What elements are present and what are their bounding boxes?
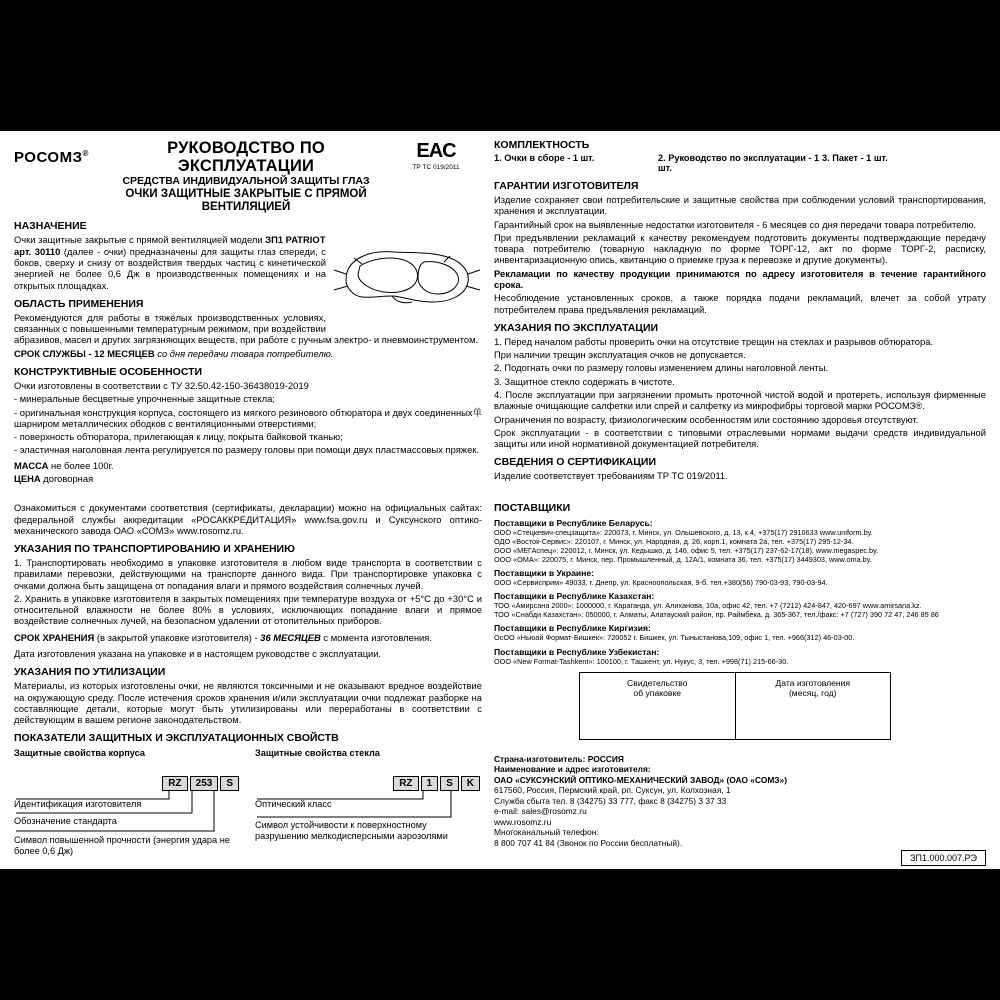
body-legend-1: Идентификация изготовителя	[14, 799, 142, 810]
manufacturer-line: e-mail: sales@rosomz.ru	[494, 806, 587, 817]
supplier-line: ООО «Стецкевич-спецзащита»: 220073, г. Минск, ул. Ольшевского, д. 13, к.4, +375(17) 2910633 www.uniform.by.	[494, 527, 873, 537]
warranty-title: ГАРАНТИИ ИЗГОТОВИТЕЛЯ	[494, 180, 639, 192]
service-life-label: СРОК СЛУЖБЫ - 12 МЕСЯЦЕВ	[14, 347, 155, 359]
manufacturer-line: 8 800 707 41 84 (Звонок по России бесплатный).	[494, 837, 683, 848]
storage-rest: с момента изготовления.	[323, 631, 432, 643]
service-life-value: со дня передачи товара потребителю.	[157, 347, 334, 359]
disposal-text: Материалы, из которых изготовлены очки, не являются токсичными и не оказывают вредное воздействие на окружающую среду. После истечения сроков хранения и/или эксплуатации очки подлежат разборке на составляющие детали, которые могут быть утилизированы или переработаны в соответствии с действующим в вашем регионе законодательством.	[14, 680, 482, 726]
body-code-s: S	[220, 776, 239, 791]
price-line	[14, 473, 482, 484]
marking-body-block	[14, 748, 241, 856]
manual-page	[0, 131, 1000, 869]
features-intro: Очки изготовлены в соответствии с ТУ 32.50.42-150-36438019-2019	[14, 379, 309, 391]
marking-body-title: Защитные свойства корпуса	[14, 748, 145, 759]
warranty-para: При предъявлении рекламаций к качеству рекомендуем подготовить документы подтверждающие передачу товара потребителю (товарную накладную по форме ТОРГ-12, акт по форме ТОРГ-2, расписку, инвентаризационную опись, квитанцию о приемке груза к перевозке и другие документы).	[494, 231, 986, 266]
usage-item: 3. Защитное стекло содержать в чистоте.	[494, 375, 675, 387]
body-legend-3: Символ повышенной прочности (энергия удара не более 0,6 Дж)	[14, 835, 230, 856]
supplier-line: ТОО «Амирсана 2000»: 1000000, г. Караганда, ул. Алиханова, 10а, офис 42, тел. +7 (7212) 424-847, 420-697 www.amirsana.kz.	[494, 601, 922, 611]
transport-title: УКАЗАНИЯ ПО ТРАНСПОРТИРОВАНИЮ И ХРАНЕНИЮ	[14, 543, 295, 556]
purpose-text-2: (далее - очки) предназначены для защиты глаз спереди, с боков, сверху и снизу от воздействия твердых частиц с кинетической энергией не более 0,6 Дж в производственных помещениях и на открытых площадках.	[14, 245, 326, 291]
supplier-line: ООО «ОМА»: 220075, г. Минск, пер. Промышленный, д. 12А/1, комната 36, тел. +375(17) 3449303, www.oma.by.	[494, 554, 872, 564]
right-column	[494, 139, 986, 866]
application-text: Рекомендуются для работы в тяжёлых производственных условиях, связанных с повышенными температурным режимом, при воздействии абразивов, масел и других загрязняющих веществ, при работе с ручным электро- и пневмоинструментом.	[14, 311, 479, 346]
usage-title: УКАЗАНИЯ ПО ЭКСПЛУАТАЦИИ	[494, 321, 659, 334]
supplier-group	[494, 568, 986, 587]
suppliers-title: ПОСТАВЩИКИ	[494, 501, 571, 514]
lens-code-1: 1	[421, 776, 439, 791]
left-column	[14, 139, 494, 866]
document-titles	[102, 139, 390, 213]
service-life	[14, 348, 482, 359]
lens-legend-1: Оптический класс	[255, 799, 332, 810]
supplier-line: ОДО «Восток-Сервис»: 220107, г. Минск, ул. Народная, д. 26, корп.1, комната 2а, тел. +375(17) 295-12-34.	[494, 536, 854, 546]
page-title: РУКОВОДСТВО ПО ЭКСПЛУАТАЦИИ	[167, 139, 325, 176]
usage-item: 4. После эксплуатации при загрязнении промыть проточной чистой водой и протереть, используя фирменные влажные очищающие салфетки или спрей и салфетку из микрофибры торговой марки РОСОМЗ®.	[494, 388, 986, 412]
document-header	[14, 139, 482, 213]
supplier-country: Поставщики в Республике Казахстан:	[494, 591, 655, 602]
feature-item: - поверхность обтюратора, прилегающая к лицу, покрыта байковой тканью;	[14, 431, 343, 443]
supplier-line: ОсОО «Ньюай Формат-Бишкек»: 720052 г. Бишкек, ул. Тыныстанова,109, офис 1, тел. +966(312) 46-03-00.	[494, 633, 855, 643]
features-title: КОНСТРУКТИВНЫЕ ОСОБЕННОСТИ	[14, 365, 203, 378]
certification-text: Изделие соответствует требованиям ТР ТС 019/2011.	[494, 470, 728, 482]
body-legend-2: Обозначение стандарта	[14, 816, 117, 827]
feature-item: - оригинальная конструкция корпуса, состоящего из мягкого резинового обтюратора и двух соединенных单 шарниром металлических ободков с вентиляционными отверстиями;	[14, 406, 482, 429]
disposal-title: УКАЗАНИЯ ПО УТИЛИЗАЦИИ	[14, 666, 166, 679]
supplier-line: ООО «New Format-Tashkent»: 100100, г. Ташкент, ул. Нукус, 3, тел. +998(71) 215-66-30.	[494, 656, 789, 666]
mfg-date-note: Дата изготовления указана на упаковке и в настоящем руководстве с эксплуатации.	[14, 648, 382, 660]
storage-period: 36 МЕСЯЦЕВ	[260, 631, 321, 643]
manufacturer-line: Наименование и адрес изготовителя:	[494, 764, 651, 775]
supplier-country: Поставщики в Республике Киргизия:	[494, 623, 651, 634]
supplier-group	[494, 518, 986, 564]
page-subtitle: СРЕДСТВА ИНДИВИДУАЛЬНОЙ ЗАЩИТЫ ГЛАЗ	[122, 174, 370, 187]
application-title: ОБЛАСТЬ ПРИМЕНЕНИЯ	[14, 297, 144, 310]
goggles-illustration	[332, 236, 482, 322]
feature-item: - минеральные бесцветные упрочненные защитные стекла;	[14, 393, 275, 405]
price-label: ЦЕНА	[14, 472, 41, 484]
lens-code-s: S	[440, 776, 459, 791]
marking-title: ПОКАЗАТЕЛИ ЗАЩИТНЫХ И ЭКСПЛУАТАЦИОННЫХ СВОЙСТВ	[14, 732, 339, 745]
warranty-para: Несоблюдение установленных сроков, а также порядка подачи рекламаций, влечет за собой утрату потребителем права предъявления рекламаций.	[494, 292, 986, 315]
mass-line	[14, 460, 482, 471]
purpose-title: НАЗНАЧЕНИЕ	[14, 220, 87, 233]
purpose-text-1: Очки защитные закрытые с прямой вентиляцией модели	[14, 234, 266, 246]
marking-lens-title: Защитные свойства стекла	[255, 748, 380, 759]
manufacturer-block	[494, 754, 986, 849]
supplier-country: Поставщики в Украине:	[494, 568, 595, 579]
product-article: арт. 30110	[14, 245, 61, 257]
supplier-line: ТОО «Снабди Казахстан»: 050000, г. Алматы, Алатауский район, пр. Раймбека, д. 365-367, тел./факс: +7 (727) 390 72 47, 246 85 86	[494, 610, 939, 620]
usage-item: 1. Перед началом работы проверить очки на отсутствие трещин на стеклах и разрывов обтюратора.	[494, 335, 934, 347]
price-value: договорная	[43, 472, 94, 484]
warranty-para: Изделие сохраняет свои потребительские и защитные свойства при соблюдении условий транспортирования, хранения и эксплуатации.	[494, 194, 986, 217]
body-code-row	[14, 773, 241, 791]
manufacturer-line: Служба сбыта тел. 8 (34275) 33 777, факс 8 (34275) 3 37 33	[494, 795, 727, 806]
eac-regulation-text: ТР ТС 019/2011	[412, 164, 460, 171]
transport-item: 2. Хранить в упаковке изготовителя в закрытых помещениях при температуре воздуха от +5°С до +30°С и относительной влажности не более 80% в условиях, исключающих попадание влаги и прямое воздействие солнечных лучей, на безопасном удалении от отопительных приборов.	[14, 592, 482, 627]
conformity-docs-text: Ознакомиться с документами соответствия (сертификаты, декларации) можно на официальных сайтах: федеральной службы аккредитации «РОСАККРЕДИТАЦИЯ» www.fsa.gov.ru и Суксунского оптико-механического завода ОАО «СОМЗ» www.rosomz.ru.	[14, 502, 482, 536]
lens-code-k: K	[461, 776, 480, 791]
lens-legend-2: Символ устойчивости к поверхностному разрушению мелкодисперсными аэрозолями	[255, 820, 448, 842]
supplier-line: ООО «МЕГАспец»: 220012, г. Минск, ул. Кедышко, д. 146, офис 5, тел. +375(17) 237-62-17(18), www.megaspec.by.	[494, 545, 879, 555]
manufacturer-line: 617560, Россия, Пермский край, рп. Суксун, ул. Колхозная, 1	[494, 785, 731, 796]
kit-title: КОМПЛЕКТНОСТЬ	[494, 139, 590, 151]
brand-logo	[14, 139, 102, 166]
manufacturer-line: Страна-изготовитель: РОССИЯ	[494, 753, 624, 764]
manufacture-date-cell: Дата изготовления (месяц, год)	[775, 677, 851, 698]
usage-item: При наличии трещин эксплуатация очков не допускается.	[494, 349, 746, 361]
feature-item: - эластичная наголовная лента регулируется по размеру головы при помощи двух пластмассовых пряжек.	[14, 444, 480, 456]
storage-label: СРОК ХРАНЕНИЯ	[14, 631, 95, 643]
kit-item: 2. Руководство по эксплуатации - 1 шт.	[658, 153, 820, 173]
usage-tail: Срок эксплуатации - в соответствии с типовыми отраслевыми нормами выдачи средств индивидуальной защиты или иной нормативной документацией потребителя.	[494, 426, 986, 450]
supplier-line: ООО «Сервисприм» 49033, г. Днепр, ул. Красноопольская, 9-б. тел.+380(56) 790-03-93, 790-03-94.	[494, 578, 828, 588]
usage-item: 2. Подогнать очки по размеру головы изменением длины наголовной ленты.	[494, 362, 829, 374]
eac-icon: EAC	[416, 140, 456, 162]
storage-mid: (в закрытой упаковке изготовителя) -	[96, 631, 261, 643]
manufacturer-line: www.rosomz.ru	[494, 816, 552, 827]
certification-title: СВЕДЕНИЯ О СЕРТИФИКАЦИИ	[494, 456, 657, 469]
marking-section	[14, 748, 482, 856]
supplier-country: Поставщики в Республике Беларусь:	[494, 517, 653, 528]
body-code-rz: RZ	[162, 776, 187, 791]
supplier-group	[494, 591, 986, 619]
manufacturer-line: ОАО «СУКСУНСКИЙ ОПТИКО-МЕХАНИЧЕСКИЙ ЗАВОД» (ОАО «СОМЗ»)	[494, 774, 787, 785]
warranty-para: Гарантийный срок на выявленные недостатки изготовителя - 6 месяцев со дня передачи товара потребителю.	[494, 218, 977, 230]
manufacturer-line: Многоканальный телефон:	[494, 827, 599, 838]
page-subtitle-2: ОЧКИ ЗАЩИТНЫЕ ЗАКРЫТЫЕ С ПРЯМОЙ ВЕНТИЛЯЦИЕЙ	[125, 187, 367, 213]
supplier-group	[494, 647, 986, 666]
packing-certificate-table	[579, 672, 891, 740]
marking-lens-block	[255, 748, 482, 856]
kit-item: 1. Очки в сборе - 1 шт.	[494, 153, 595, 163]
brand-logo-text: РОСОМЗ	[14, 149, 83, 166]
page-columns	[14, 139, 986, 866]
body-code-253: 253	[190, 776, 219, 791]
lens-code-rz: RZ	[393, 776, 418, 791]
storage-line	[14, 632, 482, 643]
supplier-group	[494, 623, 986, 642]
packing-certificate-cell: Свидетельство об упаковке	[580, 673, 736, 739]
document-code: ЗП1.000.007.РЭ	[901, 850, 986, 866]
brand-logo-sup: ®	[82, 149, 89, 158]
supplier-country: Поставщики в Республике Узбекистан:	[494, 646, 660, 657]
mass-label: МАССА	[14, 459, 49, 471]
transport-item: 1. Транспортировать необходимо в упаковке изготовителя в любом виде транспорта в соответствии с правилами перевозки, действующими на транспорте данного вида. При транспортировке упаковка с очками должна быть защищена от попадания влаги и прямого воздействия солнечных лучей.	[14, 557, 482, 591]
eac-mark-block	[390, 139, 482, 171]
lens-code-row	[255, 773, 482, 791]
product-model: ЗП1 PATRIOT	[265, 234, 326, 246]
mass-value: не более 100г.	[51, 459, 114, 471]
kit-items	[494, 153, 986, 173]
usage-tail: Ограничения по возрасту, физиологическим особенностям или состоянию здоровья отсутствуют.	[494, 413, 919, 425]
kit-item: 3. Пакет - 1 шт.	[822, 153, 888, 163]
warranty-para-highlight: Рекламации по качеству продукции принимаются по адресу изготовителя в течение гарантийного срока.	[494, 267, 986, 290]
